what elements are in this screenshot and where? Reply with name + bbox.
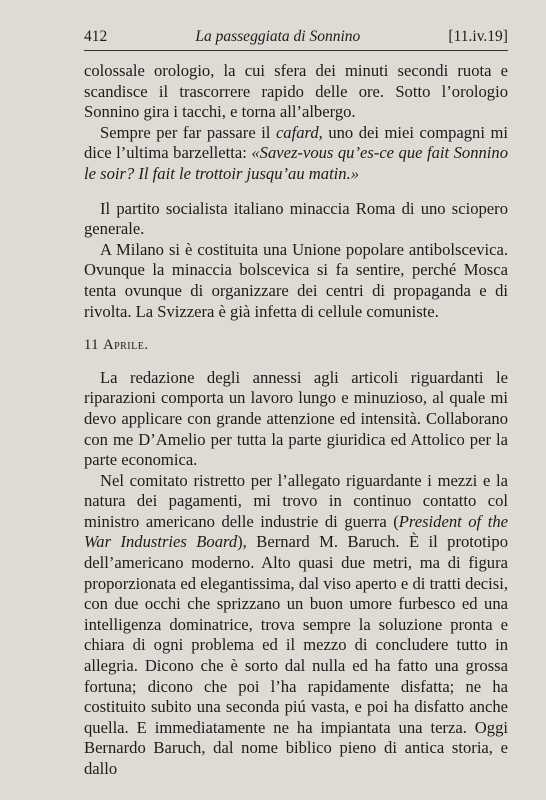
italic-title: President of the War Industries Board [84,511,508,552]
paragraph: Il partito socialista italiano minaccia Roma di uno sciopero generale. [84,198,508,239]
page-number: 412 [84,28,108,45]
paragraph: colossale orologio, la cui sfera dei minuti secondi ruota e scandisce il trascorrere rapido delle ore. Sotto l’orologio Sonnino gira i tacchi, e torna all’albergo. [84,61,508,122]
running-title: La passeggiata di Sonnino [195,28,361,45]
running-head [84,28,508,51]
running-date: [11.iv.19] [448,28,508,45]
paragraph: Sempre per far passare il cafard, uno dei miei compagni mi dice l’ultima barzelletta: «Savez-vous qu’es-ce que fait Sonnino le soir? Il fait le trottoir jusqu’au matin.» [84,122,508,183]
italic-quote: «Savez-vous qu’es-ce que fait Sonnino le soir? Il fait le trottoir jusqu’au matin.» [84,143,508,183]
paragraph: A Milano si è costituita una Unione popolare antibolscevica. Ovunque la minaccia bolscevica si fa sentire, perché Mosca tenta ovunque di organizzare dei centri di propaganda e di rivolta. La Svizzera è già infetta di cellule comuniste. [84,239,508,321]
page-body [84,61,508,780]
paragraph: La redazione degli annessi agli articoli riguardanti le riparazioni comporta un lavoro lungo e minuzioso, al quale mi devo applicare con grande attenzione ed intensità. Collaborano con me D’Amelio per tutta la parte giuridica ed Attolico per la parte economica. [84,367,508,470]
italic-word: cafard [275,122,319,142]
date-heading: 11 Aprile. [84,337,149,354]
paragraph: Nel comitato ristretto per l’allegato riguardante i mezzi e la natura dei pagamenti, mi trovo in continuo contatto col ministro americano delle industrie di guerra (President of the War Industries Board), Bernard M. Baruch. È il prototipo dell’americano moderno. Alto quasi due metri, ma di figura proporzionata ed elegantissima, dal viso aperto e di tratti decisi, con due occhi che sprizzano un buon umore furbesco ed una intelligenza dominatrice, trova sempre la soluzione pronta e chiara di ogni problema ed il mezzo di concludere tutto in allegria. Dicono che è sorto dal nulla ed ha fatto una grossa fortuna; dicono che poi l’ha rapidamente disfatta; ne ha costituito subito una seconda piú vasta, e poi ha disfatto anche quella. E immediatamente ne ha impiantata una terza. Oggi Bernardo Baruch, dal nome biblico pieno di antica storia, e dallo [84,470,508,778]
